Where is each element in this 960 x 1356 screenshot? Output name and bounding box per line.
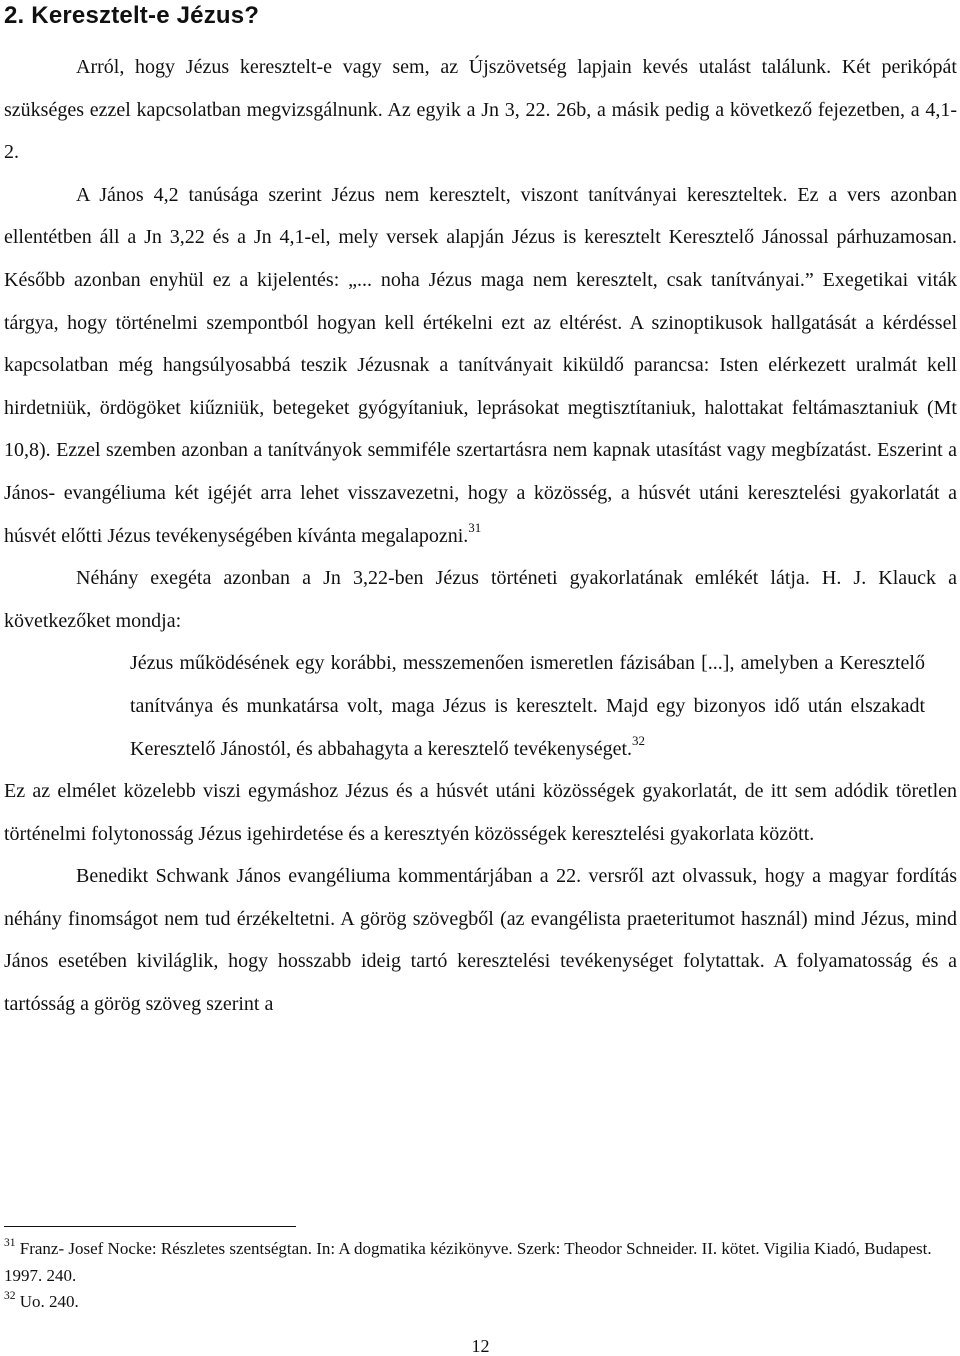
- body-text: [4, 46, 957, 1026]
- footnote-32: [4, 1289, 957, 1316]
- paragraph-theory-text: Ez az elmélet közelebb viszi egymáshoz Jézus és a húsvét utáni közösségek gyakorlatát, de itt sem adódik töretlen történelmi folytonosság Jézus igehirdetése és a keresztyén közösségek keresztelési gyakorlata között.: [4, 780, 957, 845]
- block-quote-text: Jézus működésének egy korábbi, messzemenően ismeretlen fázisában [...], amelyben a Keresztelő tanítványa és munkatársa volt, maga Jézus is keresztelt. Majd egy bizonyos idő után elszakadt Keresztelő Jánostól, és abbahagyta a keresztelő tevékenységet.: [130, 652, 925, 760]
- footnote-text: Franz- Josef Nocke: Részletes szentségtan. In: A dogmatika kézikönyve. Szerk: Theodor Schneider. II. kötet. Vigilia Kiadó, Budapest. 1997. 240.: [4, 1239, 932, 1285]
- document-page: [4, 0, 957, 1356]
- paragraph-schwank-text: Benedikt Schwank János evangéliuma kommentárjában a 22. versről azt olvassuk, hogy a magyar fordítás néhány finomságot nem tud érzékeltetni. A görög szövegből (az evangélista praeteritumot használ) mind Jézus, mind János esetében kiviláglik, hogy hosszabb ideig tartó keresztelési tevékenységet folytattak. A folyamatosság és a tartósság a görög szöveg szerint a: [4, 865, 957, 1016]
- footnote-number: 32: [4, 1290, 16, 1303]
- page-number: 12: [471, 1336, 490, 1356]
- paragraph-john-4-2-text: A János 4,2 tanúsága szerint Jézus nem keresztelt, viszont tanítványai kereszteltek. Ez a vers azonban ellentétben áll a Jn 3,22 és a Jn 4,1-el, mely versek alapján Jézus is keresztelt Keresztelő Jánossal párhuzamosan. Később azonban enyhül ez a kijelentés: „... noha Jézus maga nem keresztelt, csak tanítványai.” Exegetikai viták tárgya, hogy történelmi szempontból hogyan kell értékelni ezt az eltérést. A szinoptikusok hallgatását a kérdéssel kapcsolatban még hangsúlyosabbá teszik Jézusnak a tanítványait kiküldő parancsa: Isten elérkezett uralmát kell hirdetniük, ördögöket kiűzniük, betegeket gyógyítaniuk, leprásokat megtisztítaniuk, halottakat feltámasztaniuk (Mt 10,8). Ezzel szemben azonban a tanítványok semmiféle szertartásra nem kapnak utasítást vagy megbízatást. Eszerint a János- evangéliuma két igéjét arra lehet visszavezetni, hogy a közösség, a húsvét utáni keresztelési gyakorlatát a húsvét előtti Jézus tevékenységében kívánta megalapozni.: [4, 183, 957, 547]
- block-quote-klauck: [130, 642, 925, 770]
- footnote-31: [4, 1236, 957, 1289]
- paragraph-theory: [4, 770, 957, 855]
- footnote-text: Uo. 240.: [19, 1292, 79, 1311]
- paragraph-intro: [4, 46, 957, 174]
- section-heading: 2. Keresztelt-e Jézus?: [4, 2, 260, 29]
- footnote-number: 31: [4, 1237, 16, 1250]
- footnote-separator: [4, 1226, 296, 1227]
- footnotes: [4, 1236, 957, 1316]
- footnote-ref-31[interactable]: 31: [468, 519, 482, 535]
- paragraph-schwank: [4, 855, 957, 1025]
- footnote-ref-32[interactable]: 32: [632, 732, 646, 748]
- paragraph-klauck-intro: [4, 557, 957, 642]
- paragraph-klauck-intro-text: Néhány exegéta azonban a Jn 3,22-ben Jézus történeti gyakorlatának emlékét látja. H. J. Klauck a következőket mondja:: [4, 567, 957, 632]
- paragraph-intro-text: Arról, hogy Jézus keresztelt-e vagy sem, az Újszövetség lapjain kevés utalást találunk. Két perikópát szükséges ezzel kapcsolatban megvizsgálnunk. Az egyik a Jn 3, 22. 26b, a másik pedig a következő fejezetben, a 4,1-2.: [4, 56, 957, 164]
- paragraph-john-4-2: [4, 174, 957, 557]
